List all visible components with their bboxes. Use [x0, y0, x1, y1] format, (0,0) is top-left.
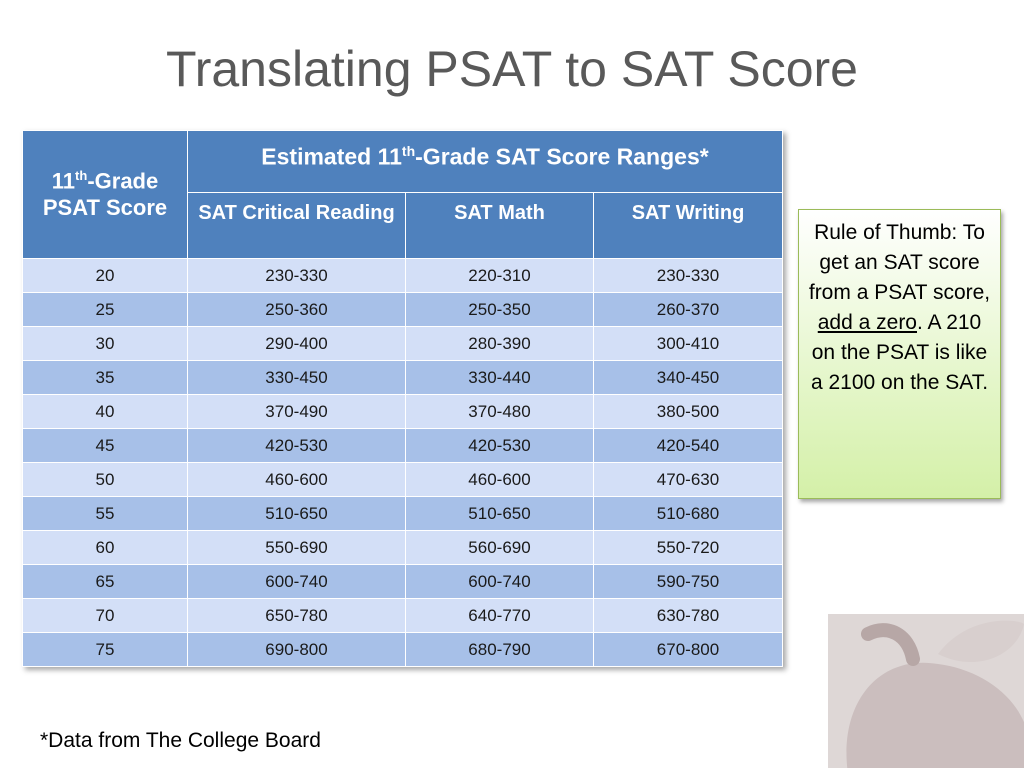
sat-range-cell: 220-310	[406, 259, 594, 293]
sat-range-cell: 250-350	[406, 293, 594, 327]
sat-ranges-header: Estimated 11th-Grade SAT Score Ranges*	[188, 131, 783, 193]
table-row	[23, 633, 783, 667]
sat-range-cell: 230-330	[594, 259, 783, 293]
slide-title: Translating PSAT to SAT Score	[166, 41, 858, 97]
sat-range-cell: 690-800	[188, 633, 406, 667]
sat-range-cell: 300-410	[594, 327, 783, 361]
sat-range-cell: 330-440	[406, 361, 594, 395]
table-row	[23, 429, 783, 463]
sat-range-cell: 680-790	[406, 633, 594, 667]
rule-emphasis: add a zero	[817, 311, 917, 334]
sat-range-cell: 230-330	[188, 259, 406, 293]
psat-score-cell: 50	[23, 463, 188, 497]
sat-range-cell: 650-780	[188, 599, 406, 633]
sat-range-cell: 550-720	[594, 531, 783, 565]
sat-range-cell: 630-780	[594, 599, 783, 633]
sat-range-cell: 460-600	[188, 463, 406, 497]
psat-score-cell: 40	[23, 395, 188, 429]
table-row	[23, 565, 783, 599]
sat-range-cell: 550-690	[188, 531, 406, 565]
table-row	[23, 395, 783, 429]
table-row	[23, 463, 783, 497]
psat-score-cell: 45	[23, 429, 188, 463]
sat-range-cell: 640-770	[406, 599, 594, 633]
psat-score-cell: 30	[23, 327, 188, 361]
sat-range-cell: 510-650	[406, 497, 594, 531]
psat-score-cell: 20	[23, 259, 188, 293]
sat-range-cell: 370-480	[406, 395, 594, 429]
table-row	[23, 497, 783, 531]
sat-range-cell: 420-540	[594, 429, 783, 463]
psat-score-cell: 70	[23, 599, 188, 633]
sat-range-cell: 290-400	[188, 327, 406, 361]
table-row	[23, 259, 783, 293]
psat-score-cell: 35	[23, 361, 188, 395]
sat-range-cell: 420-530	[406, 429, 594, 463]
column-header: SAT Math	[406, 193, 594, 259]
sat-range-cell: 340-450	[594, 361, 783, 395]
psat-score-cell: 60	[23, 531, 188, 565]
table-row	[23, 599, 783, 633]
table-row	[23, 361, 783, 395]
psat-score-cell: 25	[23, 293, 188, 327]
sat-range-cell: 280-390	[406, 327, 594, 361]
rule-of-thumb-box	[798, 209, 1001, 499]
sat-range-cell: 330-450	[188, 361, 406, 395]
psat-score-header: 11th-Grade PSAT Score	[23, 131, 188, 259]
sat-range-cell: 420-530	[188, 429, 406, 463]
sat-range-cell: 260-370	[594, 293, 783, 327]
sat-range-cell: 460-600	[406, 463, 594, 497]
apple-decoration-icon	[828, 614, 1024, 768]
table-row	[23, 293, 783, 327]
psat-score-cell: 75	[23, 633, 188, 667]
score-table	[22, 130, 783, 667]
table-row	[23, 327, 783, 361]
rule-rest: . A 210 on the PSAT is like a 2100 on the SAT.	[810, 311, 989, 394]
sat-range-cell: 560-690	[406, 531, 594, 565]
footnote: *Data from The College Board	[40, 729, 321, 752]
sat-range-cell: 470-630	[594, 463, 783, 497]
sat-range-cell: 600-740	[188, 565, 406, 599]
sat-range-cell: 670-800	[594, 633, 783, 667]
sat-range-cell: 380-500	[594, 395, 783, 429]
sat-range-cell: 590-750	[594, 565, 783, 599]
sat-range-cell: 510-650	[188, 497, 406, 531]
sat-range-cell: 370-490	[188, 395, 406, 429]
column-header: SAT Critical Reading	[188, 193, 406, 259]
table-row	[23, 531, 783, 565]
rule-intro: Rule of Thumb: To get an SAT score from a PSAT score,	[808, 221, 991, 304]
sat-range-cell: 510-680	[594, 497, 783, 531]
psat-score-cell: 55	[23, 497, 188, 531]
psat-score-cell: 65	[23, 565, 188, 599]
column-header: SAT Writing	[594, 193, 783, 259]
sat-range-cell: 600-740	[406, 565, 594, 599]
sat-range-cell: 250-360	[188, 293, 406, 327]
